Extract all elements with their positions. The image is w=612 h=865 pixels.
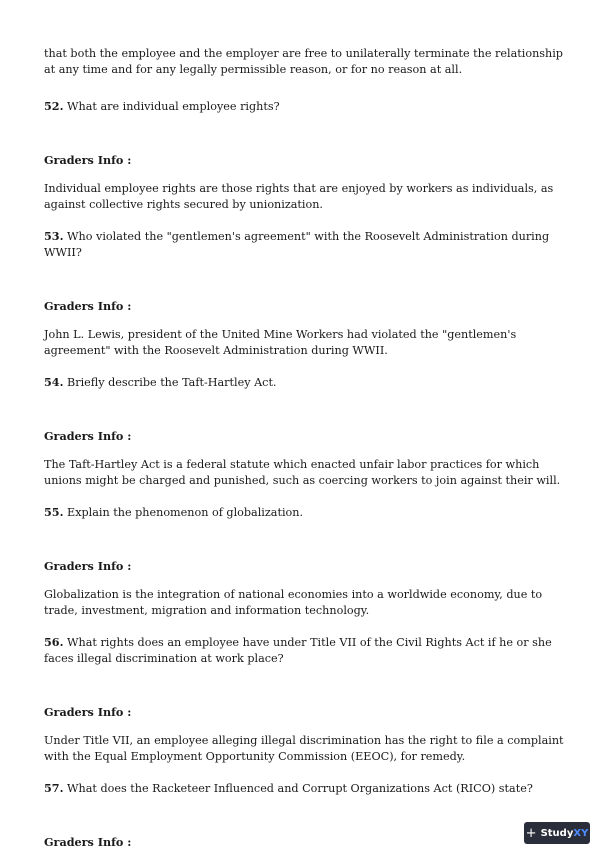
question-text: What rights does an employee have under Title VII of the Civil Rights Act if he or she faces illegal discrimination at work place? <box>44 636 552 665</box>
question-number: 52. <box>44 99 64 113</box>
question-number: 53. <box>44 229 64 243</box>
document-page <box>44 46 572 863</box>
question-text: Who violated the "gentlemen's agreement" with the Roosevelt Administration during WWII? <box>44 230 550 259</box>
answer-text: The Taft-Hartley Act is a federal statute which enacted unfair labor practices for which unions might be charged and punished, such as coercing workers to join against their will. <box>44 458 561 487</box>
intro-paragraph: that both the employee and the employer are free to unilaterally terminate the relationship at any time and for any legally permissible reason, or for no reason at all. <box>44 47 563 76</box>
studyxy-badge[interactable] <box>524 822 590 844</box>
question-number: 55. <box>44 505 64 519</box>
answer-text: Under Title VII, an employee alleging illegal discrimination has the right to file a complaint with the Equal Employment Opportunity Commission (EEOC), for remedy. <box>44 734 564 763</box>
question-number: 54. <box>44 375 64 389</box>
question <box>44 504 572 521</box>
qa-item-53 <box>44 228 572 359</box>
qa-item-56 <box>44 634 572 765</box>
qa-item-54 <box>44 374 572 489</box>
qa-item-52 <box>44 98 572 213</box>
question-text: What are individual employee rights? <box>67 100 280 113</box>
question-text: Explain the phenomenon of globalization. <box>67 506 304 519</box>
brand-main: Study <box>540 827 574 839</box>
question <box>44 780 572 797</box>
question <box>44 374 572 391</box>
answer-text: John L. Lewis, president of the United Mine Workers had violated the "gentlemen's agreement" with the Roosevelt Administration during WWII. <box>44 328 517 357</box>
graders-info-label: Graders Info : <box>44 835 132 849</box>
answer-text: Globalization is the integration of national economies into a worldwide economy, due to trade, investment, migration and information technology. <box>44 588 543 617</box>
brand-name <box>541 828 589 839</box>
answer-text: Individual employee rights are those rights that are enjoyed by workers as individuals, as against collective rights secured by unionization. <box>44 182 554 211</box>
question-text: What does the Racketeer Influenced and Corrupt Organizations Act (RICO) state? <box>67 782 533 795</box>
question-text: Briefly describe the Taft-Hartley Act. <box>67 376 277 389</box>
question <box>44 634 572 667</box>
question-number: 57. <box>44 781 64 795</box>
graders-info-label: Graders Info : <box>44 299 132 313</box>
question <box>44 228 572 261</box>
graders-info-label: Graders Info : <box>44 429 132 443</box>
graders-info-label: Graders Info : <box>44 705 132 719</box>
brand-accent: XY <box>573 827 589 839</box>
qa-item-55 <box>44 504 572 619</box>
graders-info-label: Graders Info : <box>44 559 132 573</box>
question <box>44 98 572 115</box>
question-number: 56. <box>44 635 64 649</box>
graders-info-label: Graders Info : <box>44 153 132 167</box>
qa-item-57 <box>44 780 572 850</box>
plus-icon: + <box>525 825 537 841</box>
